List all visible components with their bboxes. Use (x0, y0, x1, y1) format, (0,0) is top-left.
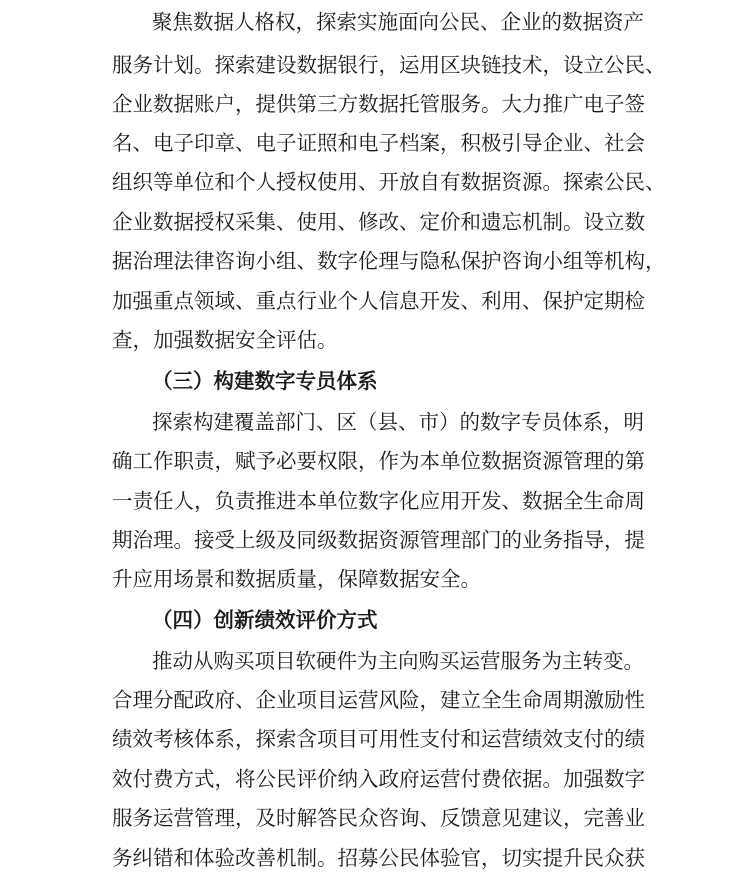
section-4-line-2: 合理分配政府、企业项目运营风险，建立全生命周期激励性 (112, 688, 645, 712)
paragraph-1-line-4: 名、电子印章、电子证照和电子档案，积极引导企业、社会 (112, 131, 645, 155)
paragraph-1-line-1: 聚焦数据人格权，探索实施面向公民、企业的数据资产 (152, 10, 644, 34)
section-3-line-4: 期治理。接受上级及同级数据资源管理部门的业务指导，提 (112, 528, 645, 552)
paragraph-1-line-5: 组织等单位和个人授权使用、开放自有数据资源。探索公民、 (112, 170, 666, 194)
paragraph-1-line-9: 查，加强数据安全评估。 (112, 328, 338, 352)
section-4-line-1: 推动从购买项目软硬件为主向购买运营服务为主转变。 (152, 649, 644, 673)
section-4-line-3: 绩效考核体系，探索含项目可用性支付和运营绩效支付的绩 (112, 727, 645, 751)
section-4-line-6: 务纠错和体验改善机制。招募公民体验官，切实提升民众获 (112, 846, 645, 870)
section-4-line-5: 服务运营管理，及时解答民众咨询、反馈意见建议，完善业 (112, 806, 645, 830)
section-3-line-2: 确工作职责，赋予必要权限，作为本单位数据资源管理的第 (112, 449, 645, 473)
section-3-line-1: 探索构建覆盖部门、区（县、市）的数字专员体系，明 (152, 410, 644, 434)
section-3-line-3: 一责任人，负责推进本单位数字化应用开发、数据全生命周 (112, 489, 645, 513)
paragraph-1-line-3: 企业数据账户，提供第三方数据托管服务。大力推广电子签 (112, 92, 645, 116)
paragraph-1-line-6: 企业数据授权采集、使用、修改、定价和遗忘机制。设立数 (112, 210, 645, 234)
paragraph-1-line-7: 据治理法律咨询小组、数字伦理与隐私保护咨询小组等机构， (112, 249, 666, 273)
paragraph-1-line-2: 服务计划。探索建设数据银行，运用区块链技术，设立公民、 (112, 53, 666, 77)
section-3-line-5: 升应用场景和数据质量，保障数据安全。 (112, 567, 481, 591)
section-4-line-4: 效付费方式，将公民评价纳入政府运营付费依据。加强数字 (112, 767, 645, 791)
section-4-heading: （四）创新绩效评价方式 (152, 608, 378, 632)
paragraph-1-line-8: 加强重点领域、重点行业个人信息开发、利用、保护定期检 (112, 289, 645, 313)
section-3-heading: （三）构建数字专员体系 (152, 369, 378, 393)
